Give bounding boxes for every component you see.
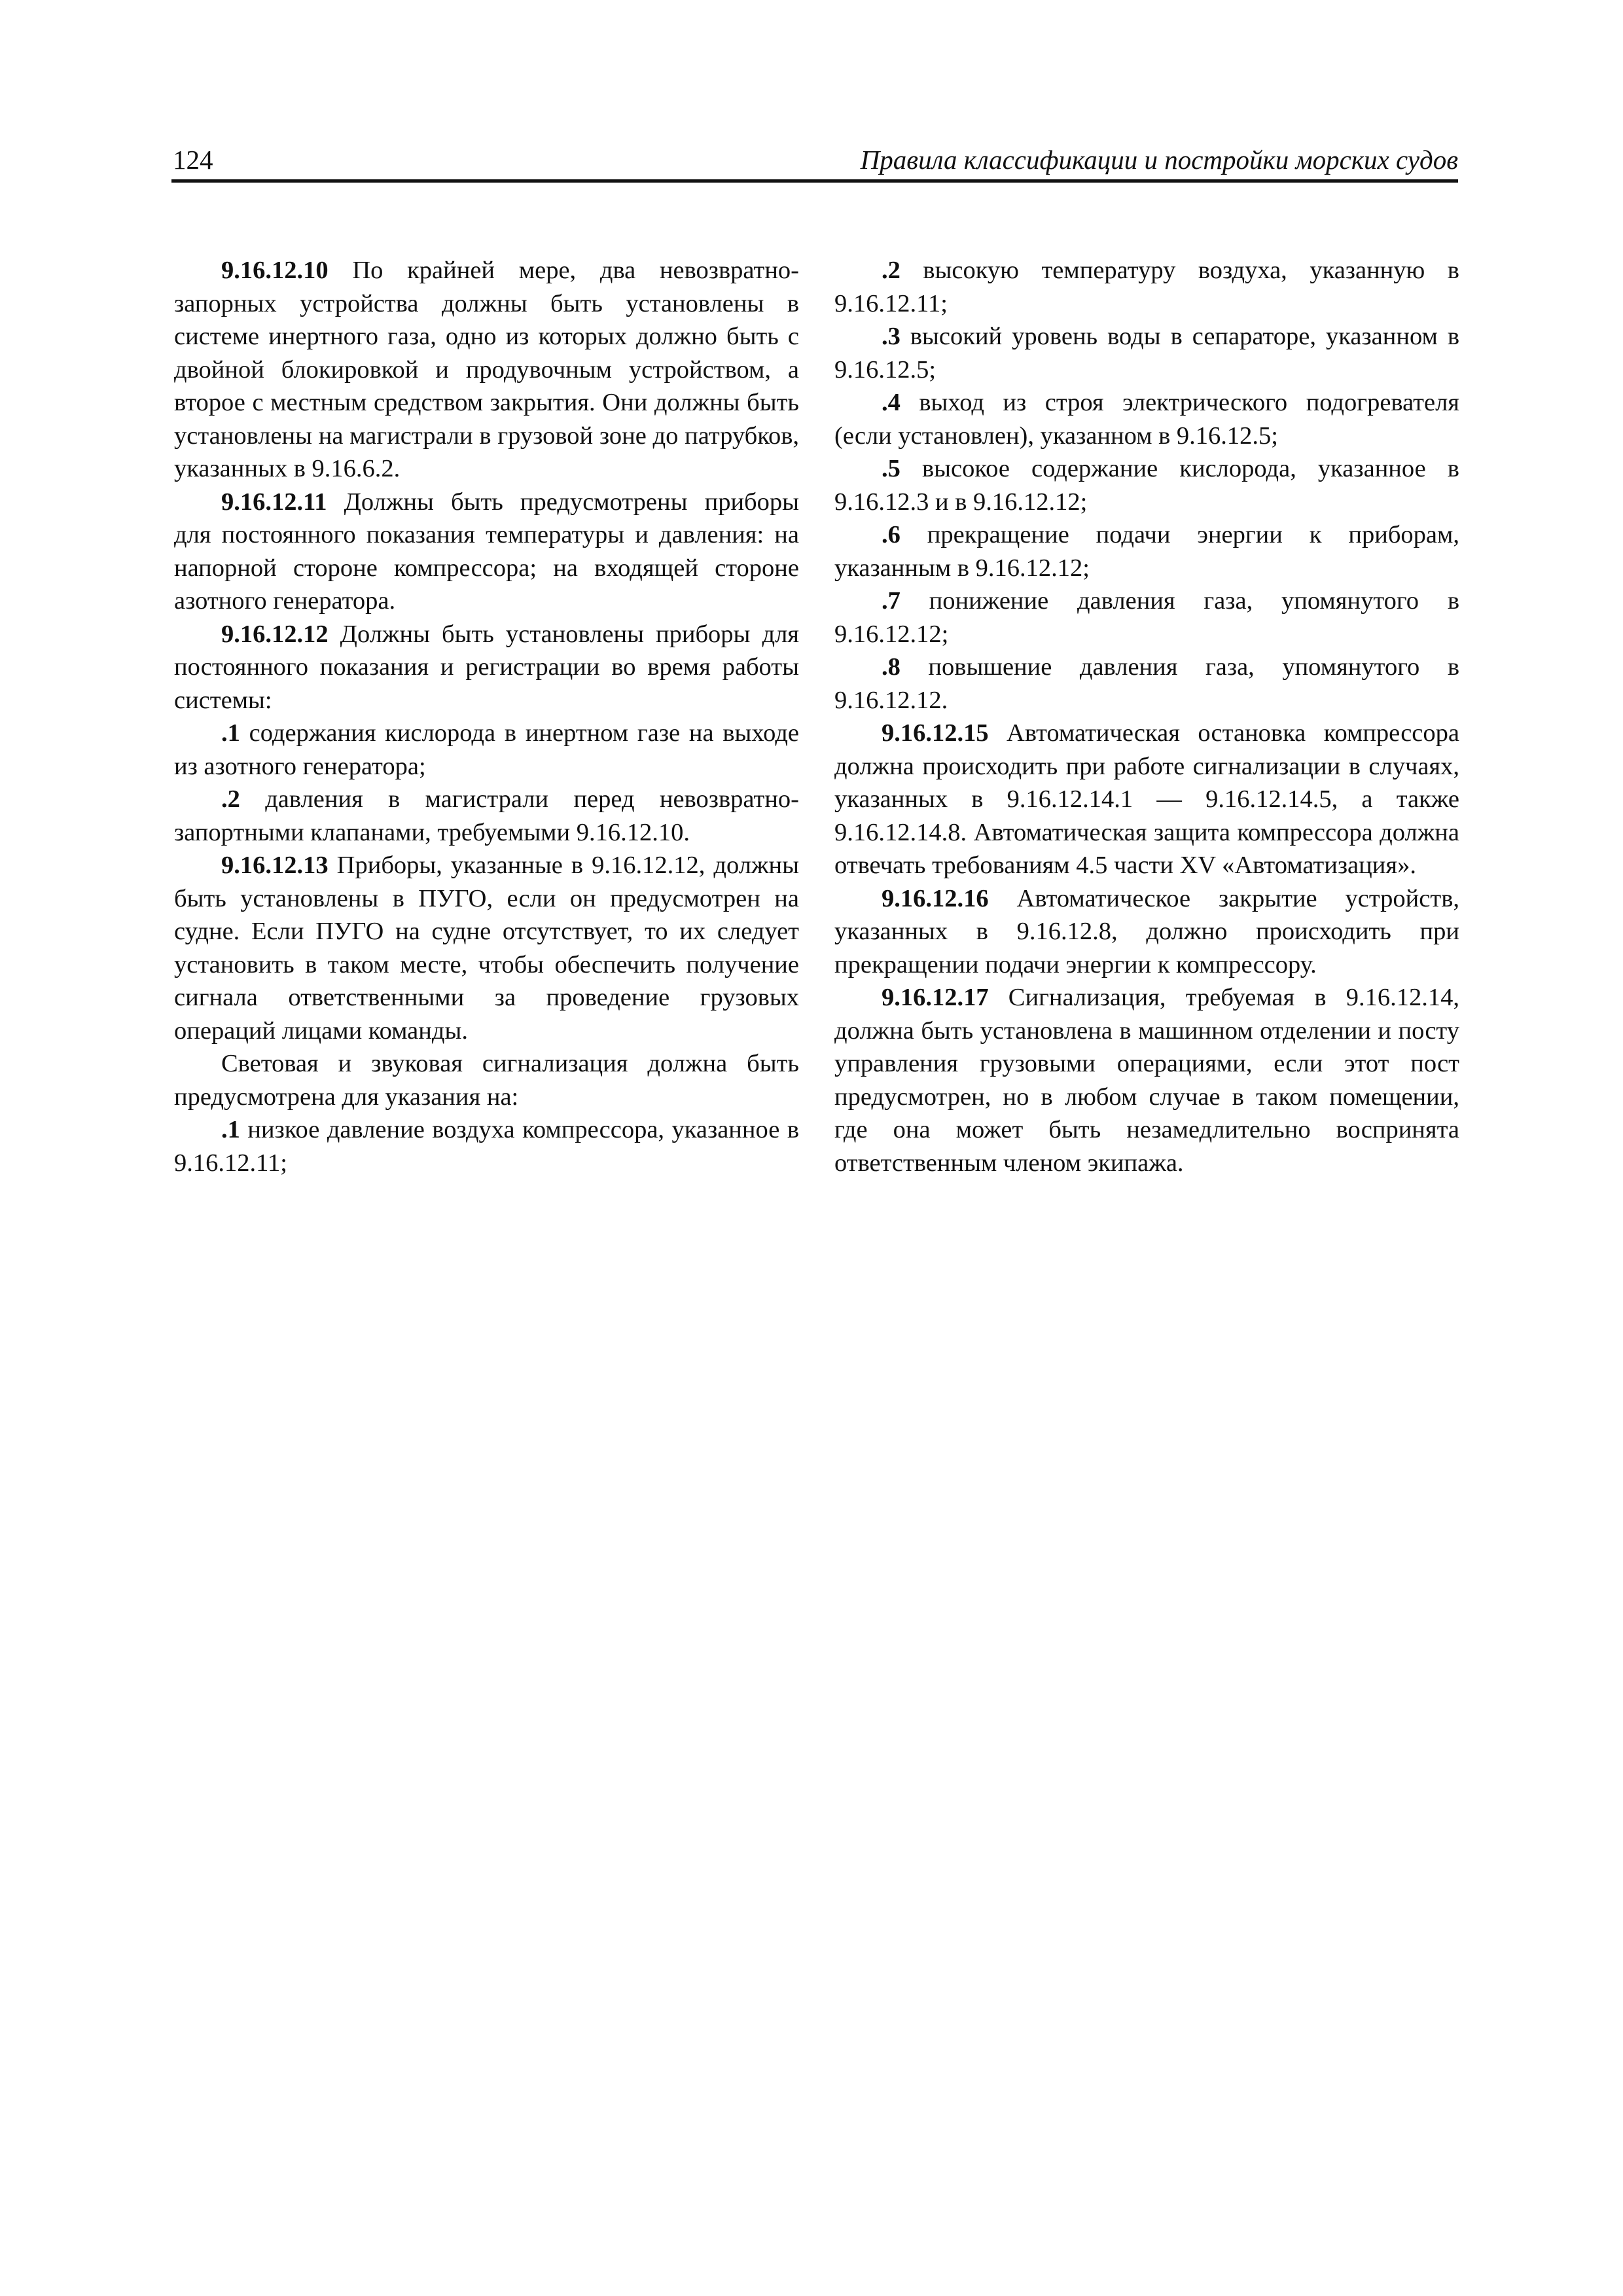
paragraph-9-16-12-17: 9.16.12.17 Сигнализация, требуемая в 9.16.12.14, должна быть установлена в машинном отделении и посту управления грузовыми операциями, если этот пост предусмотрен, но в любом случае в таком помещении, где она может быть незамедлительно воспринята ответственным членом экипажа. xyxy=(834,984,1459,1177)
page-header xyxy=(171,143,1458,183)
list-item: .1 низкое давление воздуха компрессора, указанное в 9.16.12.11; xyxy=(174,1116,799,1177)
list-item: .1 содержания кислорода в инертном газе на выходе из азотного генератора; xyxy=(174,719,799,780)
page-number: 124 xyxy=(173,145,213,175)
list-item: .2 давления в магистрали перед невозвратно-запортными клапанами, требуемыми 9.16.12.10. xyxy=(174,785,799,846)
list-item: .7 понижение давления газа, упомянутого в 9.16.12.12; xyxy=(834,587,1459,648)
paragraph-9-16-12-16: 9.16.12.16 Автоматическое закрытие устройств, указанных в 9.16.12.8, должно происходить при прекращении подачи энергии к компрессору. xyxy=(834,884,1459,978)
right-column xyxy=(834,254,1459,1179)
paragraph-9-16-12-10: 9.16.12.10 По крайней мере, два невозвратно-запорных устройства должны быть установлены в системе инертного газа, одно из которых должно быть с двойной блокировкой и продувочным устройством, а второе с местным средством закрытия. Они должны быть установлены на магистрали в грузовой зоне до патрубков, указанных в 9.16.6.2. xyxy=(174,257,799,482)
list-item: .5 высокое содержание кислорода, указанное в 9.16.12.3 и в 9.16.12.12; xyxy=(834,455,1459,516)
list-item: .2 высокую температуру воздуха, указанную в 9.16.12.11; xyxy=(834,257,1459,317)
list-item: .3 высокий уровень воды в сепараторе, указанном в 9.16.12.5; xyxy=(834,323,1459,384)
paragraph-9-16-12-13: 9.16.12.13 Приборы, указанные в 9.16.12.12, должны быть установлены в ПУГО, если он предусмотрен на судне. Если ПУГО на судне отсутствует, то их следует установить в таком месте, чтобы обеспечить получение сигнала ответственными за проведение грузовых операций лицами команды. xyxy=(174,852,799,1045)
paragraph-alarm-intro: Световая и звуковая сигнализация должна быть предусмотрена для указания на: xyxy=(174,1050,799,1111)
list-item: .8 повышение давления газа, упомянутого в 9.16.12.12. xyxy=(834,653,1459,714)
paragraph-9-16-12-15: 9.16.12.15 Автоматическая остановка компрессора должна происходить при работе сигнализации в случаях, указанных в 9.16.12.14.1 — 9.16.12.14.5, а также 9.16.12.14.8. Автоматическая защита компрессора должна отвечать требованиям 4.5 части XV «Автоматизация». xyxy=(834,719,1459,879)
paragraph-9-16-12-12: 9.16.12.12 Должны быть установлены приборы для постоянного показания и регистрации во время работы системы: xyxy=(174,620,799,714)
running-title: Правила классификации и постройки морских судов xyxy=(860,145,1458,175)
list-item: .6 прекращение подачи энергии к приборам, указанным в 9.16.12.12; xyxy=(834,521,1459,582)
list-item: .4 выход из строя электрического подогревателя (если установлен), указанном в 9.16.12.5; xyxy=(834,389,1459,450)
left-column xyxy=(174,254,799,1179)
paragraph-9-16-12-11: 9.16.12.11 Должны быть предусмотрены приборы для постоянного показания температуры и давления: на напорной стороне компрессора; на входящей стороне азотного генератора. xyxy=(174,488,799,615)
